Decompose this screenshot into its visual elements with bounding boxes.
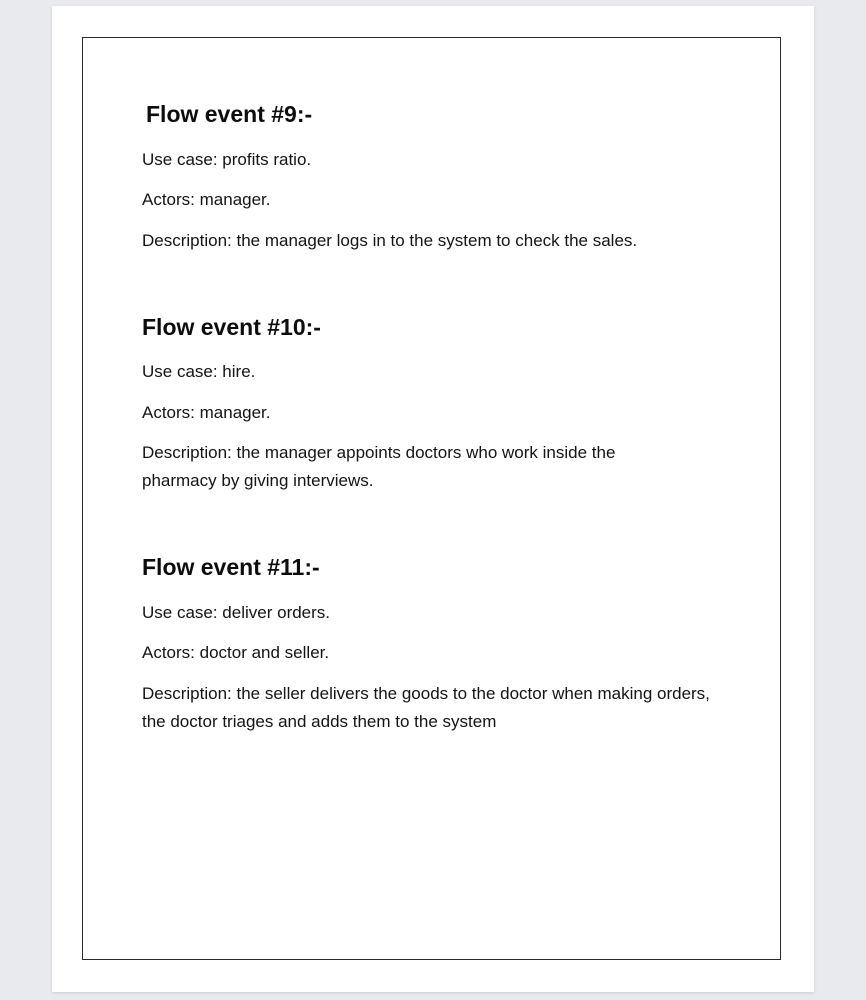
flow-event-heading: Flow event #10:-: [142, 314, 321, 340]
use-case-text: Use case: deliver orders.: [142, 603, 331, 622]
page-border: [82, 37, 781, 960]
document-page: [52, 6, 814, 992]
actors-text: Actors: manager.: [142, 403, 271, 422]
use-case-text: Use case: profits ratio.: [142, 150, 312, 169]
flow-event-heading: Flow event #11:-: [142, 554, 320, 580]
description-text: Description: the manager appoints doctors who work inside the pharmacy by giving interviews.: [142, 443, 616, 490]
description-text: Description: the seller delivers the goods to the doctor when making orders, the doctor triages and adds them to the system: [142, 684, 710, 731]
actors-text: Actors: doctor and seller.: [142, 643, 330, 662]
flow-event-heading: Flow event #9:-: [146, 101, 313, 127]
use-case-text: Use case: hire.: [142, 362, 256, 381]
actors-text: Actors: manager.: [142, 190, 271, 209]
description-text: Description: the manager logs in to the system to check the sales.: [142, 231, 638, 250]
